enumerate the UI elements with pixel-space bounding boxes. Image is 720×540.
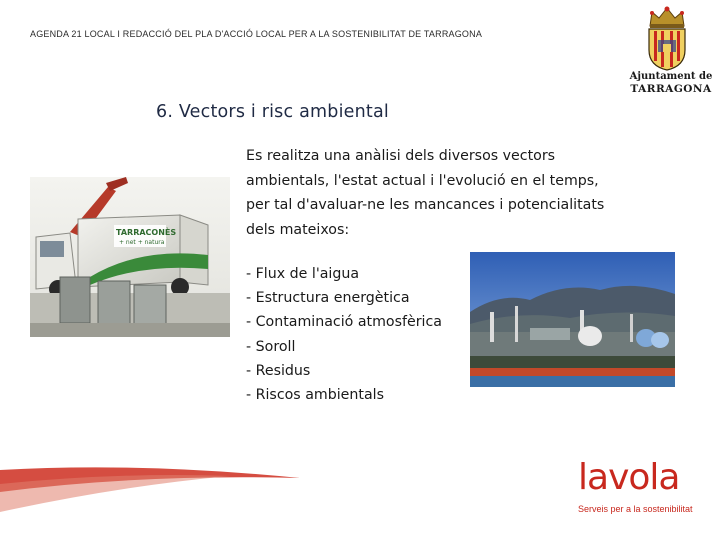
list-item: - Flux de l'aigua — [246, 266, 360, 282]
intro-line: per tal d'avaluar-ne les mancances i potencialitats — [246, 197, 605, 213]
ajuntament-logo-text — [622, 71, 720, 95]
list-item: - Soroll — [246, 338, 296, 355]
truck-sign-line1: TARRACONÈS — [116, 228, 177, 237]
vectors-list — [246, 262, 442, 407]
ajuntament-line1: Ajuntament de — [629, 71, 713, 82]
intro-paragraph — [246, 144, 646, 242]
garbage-truck-photo — [30, 177, 230, 337]
refinery-photo — [470, 252, 675, 387]
list-item: - Riscos ambientals — [246, 387, 384, 404]
tarragona-crest-icon — [642, 4, 692, 72]
slide-title: 6. Vectors i risc ambiental — [156, 102, 389, 122]
decorative-swoosh — [0, 462, 310, 540]
intro-line: dels mateixos: — [246, 221, 350, 238]
truck-sign-line2: + net + natura — [119, 239, 165, 246]
ajuntament-line2: TARRAGONA — [630, 83, 712, 95]
list-item: - Estructura energètica — [246, 290, 410, 307]
list-item: - Contaminació atmosfèrica — [246, 314, 442, 331]
lavola-logo: lavola — [578, 457, 680, 498]
list-item: - Residus — [246, 362, 311, 379]
header-title: AGENDA 21 LOCAL I REDACCIÓ DEL PLA D'ACCIÓ LOCAL PER A LA SOSTENIBILITAT DE TARRAGONA — [30, 29, 483, 39]
intro-line: Es realitza una anàlisi dels diversos vectors — [246, 148, 556, 164]
lavola-tagline: Serveis per a la sostenibilitat — [578, 504, 693, 514]
intro-line: ambientals, l'estat actual i l'evolució en el temps, — [246, 172, 599, 189]
